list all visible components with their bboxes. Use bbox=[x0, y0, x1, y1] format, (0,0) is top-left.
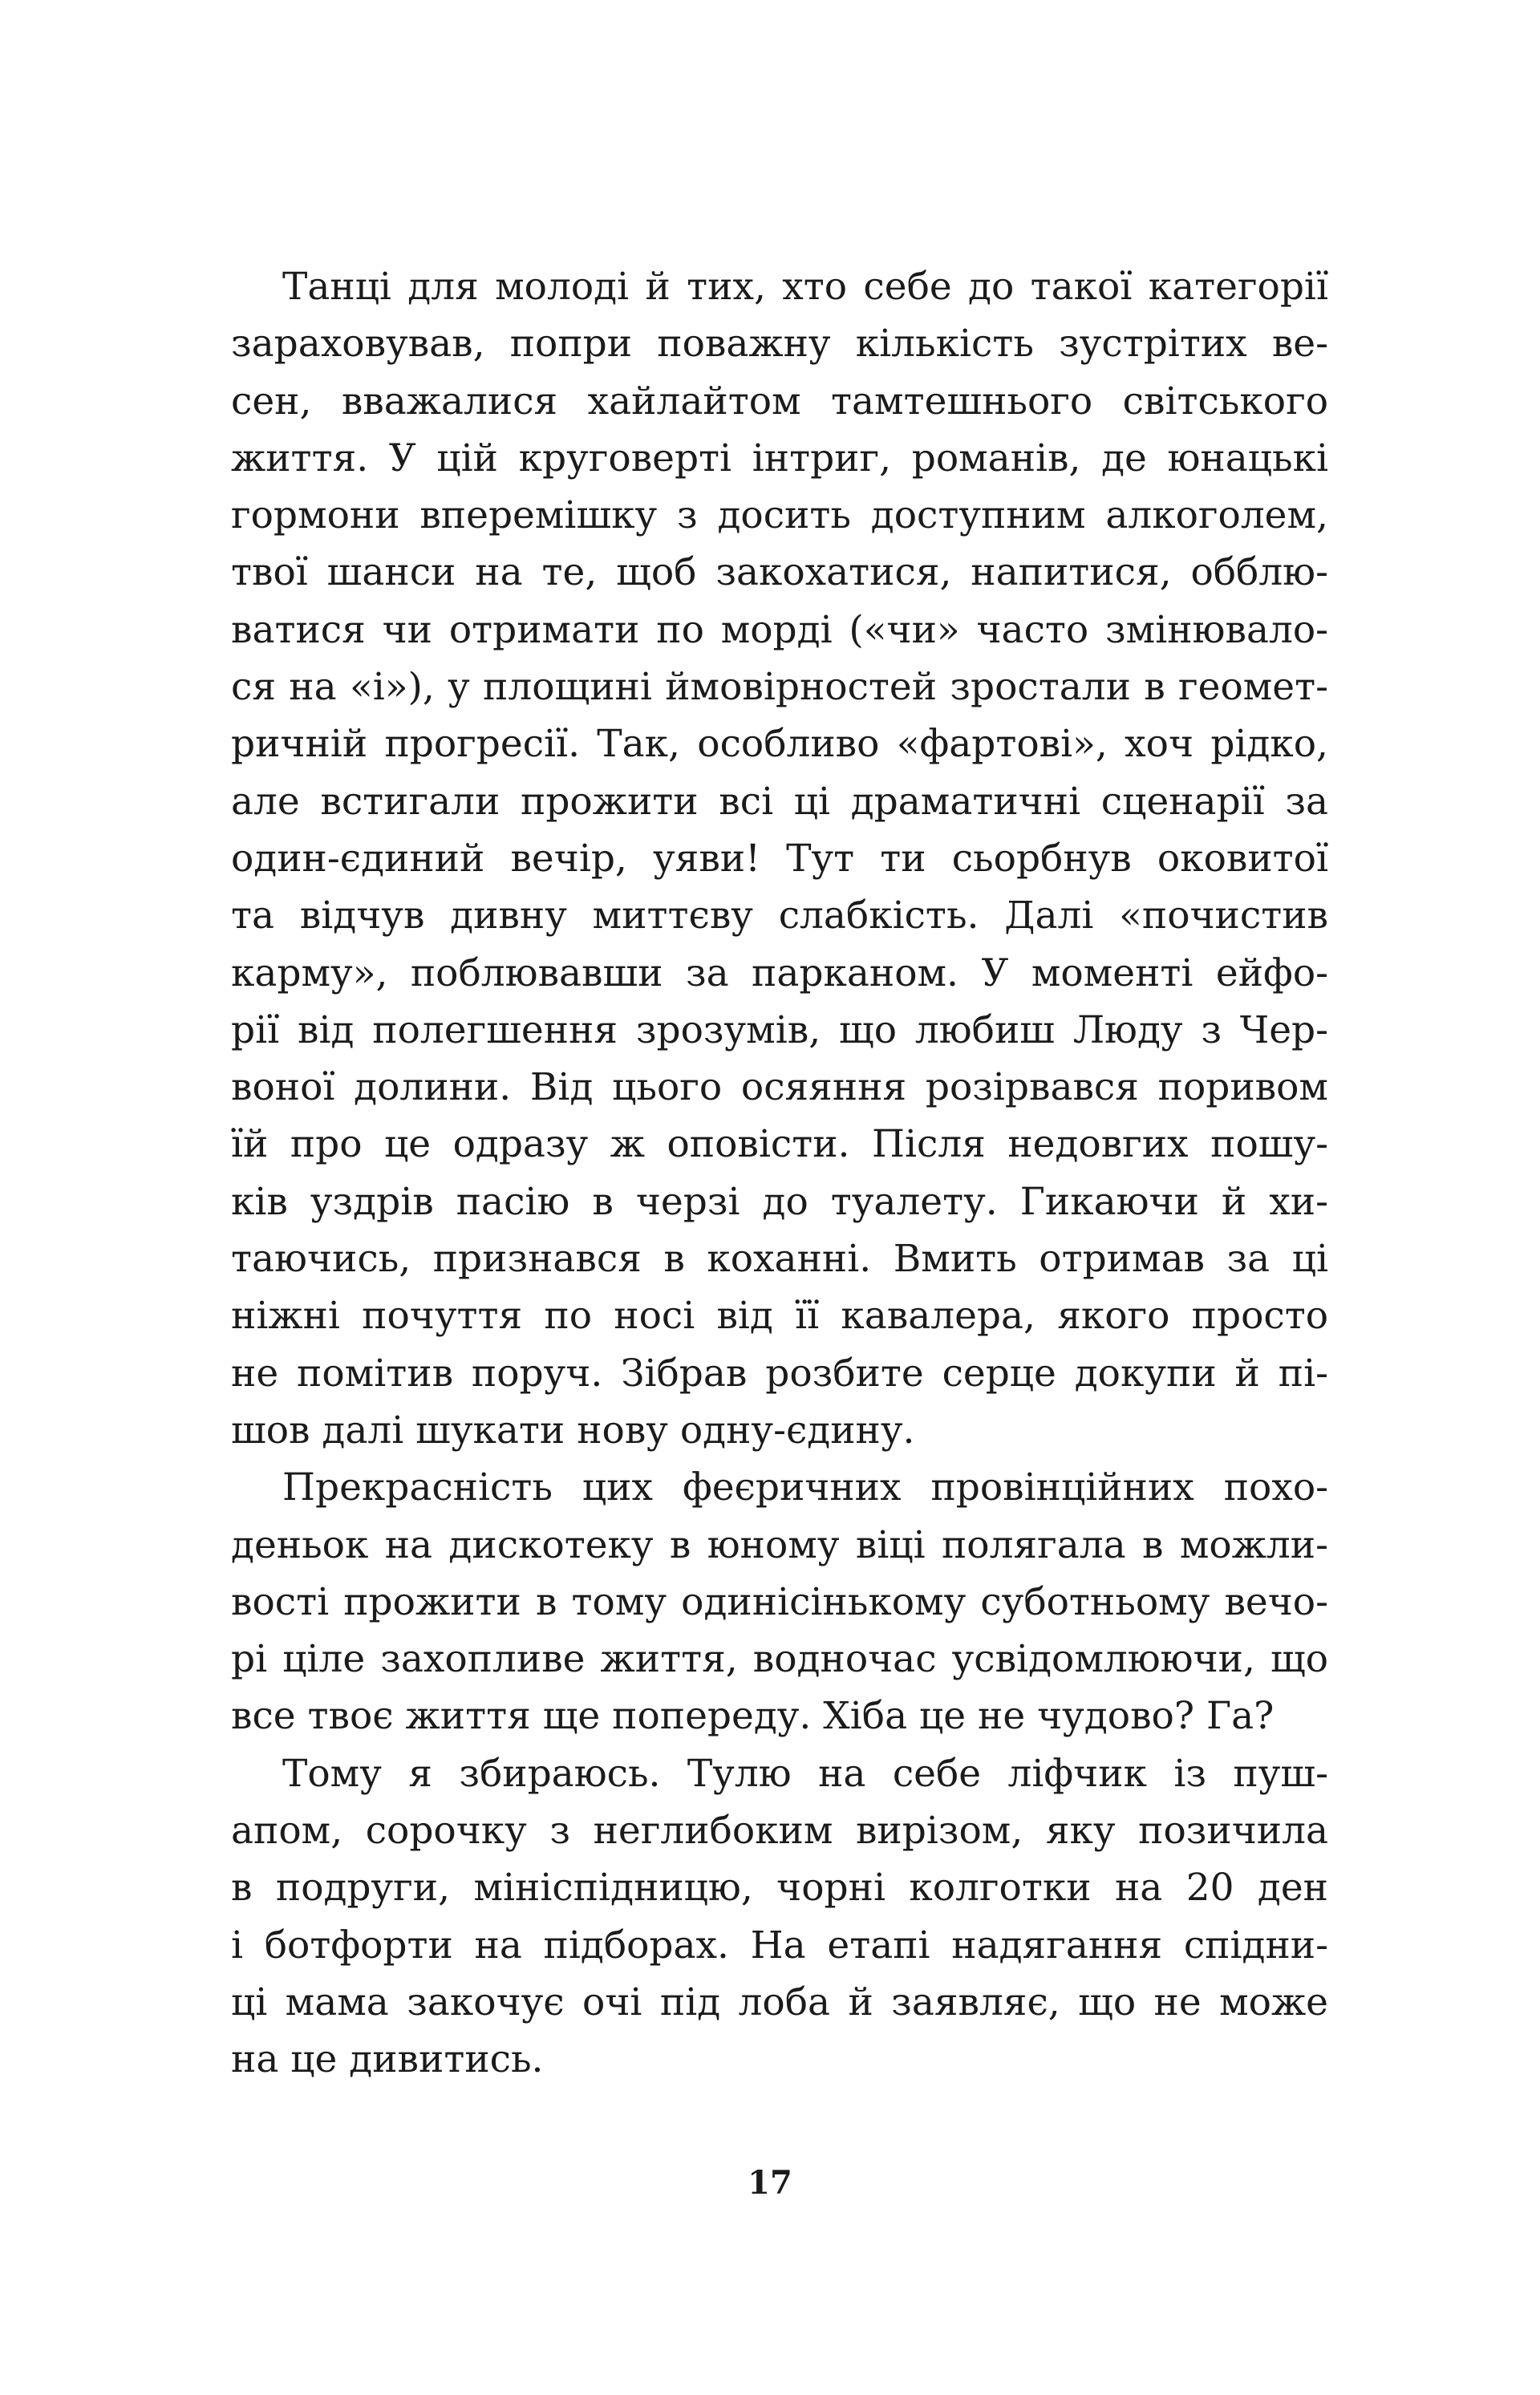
text-line: та відчув дивну миттєву слабкість. Далі «почистив bbox=[231, 894, 1328, 938]
text-line: Танці для молоді й тих, хто себе до такої категорії bbox=[282, 265, 1328, 309]
text-line: Тому я збираюсь. Тулю на себе ліфчик із пуш- bbox=[282, 1751, 1328, 1796]
text-line: і ботфорти на підборах. На етапі надягання спідни- bbox=[231, 1923, 1328, 1967]
text-line: рії від полегшення зрозумів, що любиш Люду з Чер- bbox=[231, 1007, 1328, 1052]
text-line: карму», поблювавши за парканом. У моменті ейфо- bbox=[231, 950, 1328, 995]
text-line: апом, сорочку з неглибоким вирізом, яку позичила bbox=[231, 1809, 1328, 1854]
text-line: воної долини. Від цього осяяння розірвався поривом bbox=[231, 1065, 1328, 1110]
text-line: вості прожити в тому одинісінькому суботньому вечо- bbox=[231, 1579, 1328, 1624]
text-line: ся на «і»), у площині ймовірностей зростали в геомет- bbox=[231, 665, 1328, 710]
text-line: таючись, признався в коханні. Вмить отримав за ці bbox=[231, 1237, 1328, 1282]
text-line: не помітив поруч. Зібрав розбите серце докупи й пі- bbox=[231, 1351, 1328, 1396]
body-text bbox=[231, 258, 1328, 2089]
text-line: шов далі шукати нову одну-єдину. bbox=[231, 1408, 915, 1453]
text-line: твої шанси на те, щоб закохатися, напитися, обблю- bbox=[231, 550, 1328, 595]
text-line: зараховував, попри поважну кількість зустрітих ве- bbox=[231, 322, 1328, 367]
text-line: на це дивитись. bbox=[231, 2037, 544, 2082]
text-line: деньок на дискотеку в юному віці полягала в можли- bbox=[231, 1522, 1328, 1567]
text-line: все твоє життя ще попереду. Хіба це не чудово? Га? bbox=[231, 1694, 1275, 1739]
text-line: їй про це одразу ж оповісти. Після недовгих пошу- bbox=[231, 1122, 1328, 1167]
text-line: але встигали прожити всі ці драматичні сценарії за bbox=[231, 779, 1328, 824]
page-number: 17 bbox=[748, 2164, 792, 2202]
text-line: ків уздрів пасію в черзі до туалету. Гикаючи й хи- bbox=[231, 1179, 1328, 1224]
text-line: ніжні почуття по носі від її кавалера, якого просто bbox=[231, 1294, 1328, 1339]
text-line: рі ціле захопливе життя, водночас усвідомлюючи, що bbox=[231, 1637, 1328, 1682]
text-line: Прекрасність цих феєричних провінційних похо- bbox=[282, 1465, 1328, 1510]
text-line: ці мама закочує очі під лоба й заявляє, що не може bbox=[231, 1980, 1328, 2024]
text-line: один-єдиний вечір, уяви! Тут ти сьорбнув оковитої bbox=[231, 836, 1328, 881]
text-line: сен, вважалися хайлайтом тамтешнього світського bbox=[231, 379, 1328, 423]
text-line: ватися чи отримати по морді («чи» часто змінювало- bbox=[231, 607, 1328, 652]
text-line: в подруги, мініспідницю, чорні колготки на 20 ден bbox=[231, 1866, 1328, 1911]
text-line: гормони вперемішку з досить доступним алкоголем, bbox=[231, 493, 1328, 538]
text-line: ричній прогресії. Так, особливо «фартові», хоч рідко, bbox=[231, 722, 1328, 767]
text-line: життя. У цій круговерті інтриг, романів, де юнацькі bbox=[231, 436, 1328, 480]
